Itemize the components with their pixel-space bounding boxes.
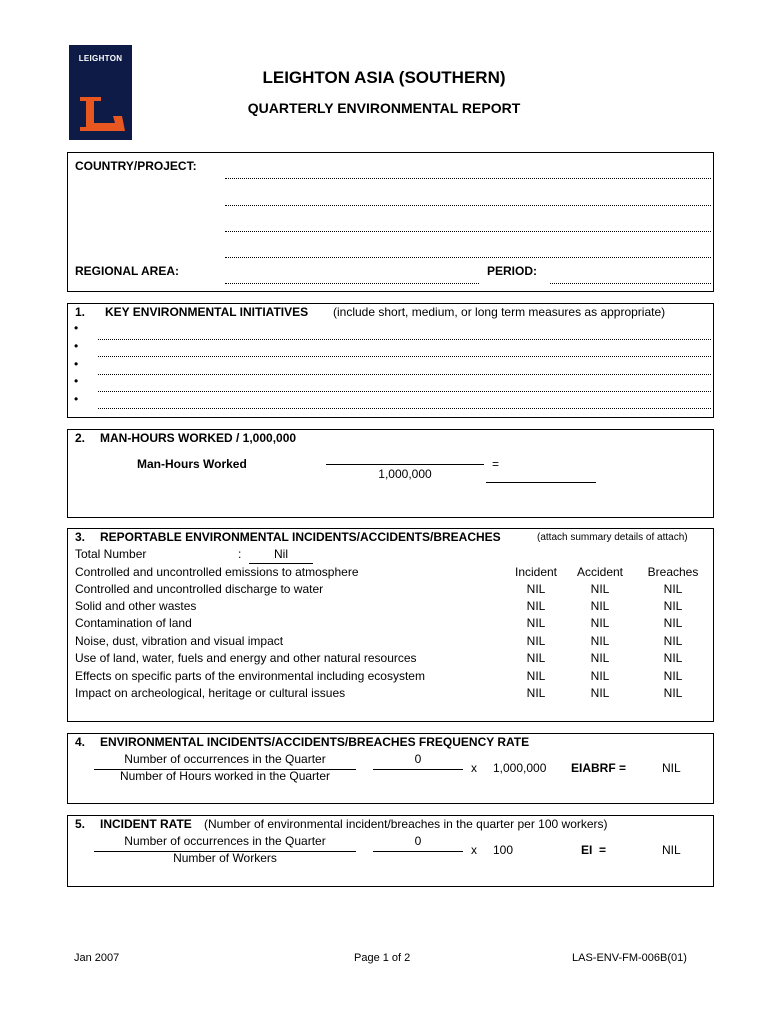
project-box xyxy=(67,152,714,292)
incident-cell[interactable]: NIL xyxy=(526,582,546,596)
incident-rate-denominator-label: Number of Workers xyxy=(173,851,277,865)
row-label: Effects on specific parts of the environmental including ecosystem xyxy=(75,669,425,683)
regional-area-label: REGIONAL AREA: xyxy=(75,264,180,278)
footer-page-number: Page 1 of 2 xyxy=(354,952,411,964)
bullet-3: • xyxy=(74,357,79,371)
column-header-breaches: Breaches xyxy=(647,565,699,579)
ei-result[interactable]: NIL xyxy=(662,843,681,857)
accident-cell[interactable]: NIL xyxy=(590,686,610,700)
country-project-field-line-4[interactable] xyxy=(225,257,711,258)
footer-date: Jan 2007 xyxy=(74,952,120,964)
section-5-title: INCIDENT RATE xyxy=(100,817,192,831)
section-3-note: (attach summary details of attach) xyxy=(537,532,688,543)
incident-rate-multiplier: 100 xyxy=(493,843,514,857)
breaches-cell[interactable]: NIL xyxy=(663,634,683,648)
section-3-title: REPORTABLE ENVIRONMENTAL INCIDENTS/ACCIDENTS/BREACHES xyxy=(100,530,501,544)
accident-cell[interactable]: NIL xyxy=(590,669,610,683)
row-label: Impact on archeological, heritage or cultural issues xyxy=(75,686,346,700)
section-5-note: (Number of environmental incident/breaches in the quarter per 100 workers) xyxy=(204,817,608,831)
eiabrf-label: EIABRF = xyxy=(571,761,627,775)
country-project-field-line-1[interactable] xyxy=(225,178,711,179)
section-3-box xyxy=(67,528,714,722)
incident-rate-value[interactable]: 0 xyxy=(414,834,422,848)
section-4-title: ENVIRONMENTAL INCIDENTS/ACCIDENTS/BREACHES FREQUENCY RATE xyxy=(100,735,530,749)
breaches-cell[interactable]: NIL xyxy=(663,599,683,613)
row-label: Controlled and uncontrolled emissions to atmosphere xyxy=(75,565,359,579)
accident-cell[interactable]: NIL xyxy=(590,634,610,648)
total-number-colon: : xyxy=(238,547,242,561)
section-1-number: 1. xyxy=(75,305,86,319)
incident-rate-value-line xyxy=(373,851,463,852)
man-hours-equals: = xyxy=(492,457,500,471)
period-label: PERIOD: xyxy=(487,264,538,278)
incident-cell[interactable]: NIL xyxy=(526,651,546,665)
frequency-multiplier: 1,000,000 xyxy=(493,761,547,775)
logo-text: LEIGHTON xyxy=(78,54,123,63)
frequency-numerator-label: Number of occurrences in the Quarter xyxy=(124,752,326,766)
incident-cell[interactable]: NIL xyxy=(526,599,546,613)
section-2-number: 2. xyxy=(75,431,86,445)
man-hours-result-field[interactable] xyxy=(486,482,596,483)
row-label: Controlled and uncontrolled discharge to water xyxy=(75,582,324,596)
breaches-cell[interactable]: NIL xyxy=(663,651,683,665)
total-number-label: Total Number xyxy=(75,547,147,561)
country-project-field-line-2[interactable] xyxy=(225,205,711,206)
frequency-denominator-label: Number of Hours worked in the Quarter xyxy=(119,769,331,783)
man-hours-field[interactable] xyxy=(326,464,484,465)
bullet-4: • xyxy=(74,374,79,388)
initiative-line-2[interactable] xyxy=(98,356,711,357)
incident-cell[interactable]: NIL xyxy=(526,616,546,630)
country-project-label: COUNTRY/PROJECT: xyxy=(75,159,197,173)
section-2-box xyxy=(67,429,714,518)
eiabrf-result[interactable]: NIL xyxy=(662,761,681,775)
initiative-line-5[interactable] xyxy=(98,408,711,409)
period-field[interactable] xyxy=(550,283,711,284)
frequency-value[interactable]: 0 xyxy=(414,752,422,766)
man-hours-denominator: 1,000,000 xyxy=(378,467,432,481)
total-number-value[interactable]: Nil xyxy=(274,547,288,561)
section-1-note: (include short, medium, or long term measures as appropriate) xyxy=(333,305,666,319)
section-4-number: 4. xyxy=(75,735,86,749)
column-header-incident: Incident xyxy=(514,565,558,579)
section-2-title: MAN-HOURS WORKED / 1,000,000 xyxy=(100,431,297,445)
initiative-line-4[interactable] xyxy=(98,391,711,392)
frequency-value-line xyxy=(373,769,463,770)
row-label: Contamination of land xyxy=(75,616,192,630)
initiative-line-1[interactable] xyxy=(98,339,711,340)
footer-doc-code: LAS-ENV-FM-006B(01) xyxy=(572,952,687,964)
ei-label: EI = xyxy=(581,843,607,857)
incident-cell[interactable]: NIL xyxy=(526,634,546,648)
bullet-5: • xyxy=(74,392,79,406)
section-1-title: KEY ENVIRONMENTAL INITIATIVES xyxy=(105,305,309,319)
incident-rate-times: x xyxy=(471,843,477,857)
column-header-accident: Accident xyxy=(576,565,624,579)
initiative-line-3[interactable] xyxy=(98,374,711,375)
row-label: Solid and other wastes xyxy=(75,599,197,613)
section-3-number: 3. xyxy=(75,530,86,544)
section-4-box xyxy=(67,733,714,804)
bullet-2: • xyxy=(74,339,79,353)
company-title: LEIGHTON ASIA (SOUTHERN) xyxy=(262,68,506,87)
section-5-box xyxy=(67,815,714,887)
incident-rate-numerator-label: Number of occurrences in the Quarter xyxy=(124,834,326,848)
accident-cell[interactable]: NIL xyxy=(590,582,610,596)
section-1-box xyxy=(67,303,714,418)
breaches-cell[interactable]: NIL xyxy=(663,616,683,630)
breaches-cell[interactable]: NIL xyxy=(663,582,683,596)
frequency-times: x xyxy=(471,761,477,775)
man-hours-label: Man-Hours Worked xyxy=(137,457,247,471)
incident-cell[interactable]: NIL xyxy=(526,686,546,700)
accident-cell[interactable]: NIL xyxy=(590,599,610,613)
accident-cell[interactable]: NIL xyxy=(590,651,610,665)
company-logo xyxy=(69,45,132,140)
row-label: Noise, dust, vibration and visual impact xyxy=(75,634,284,648)
country-project-field-line-3[interactable] xyxy=(225,231,711,232)
row-label: Use of land, water, fuels and energy and other natural resources xyxy=(75,651,417,665)
regional-area-field[interactable] xyxy=(225,283,479,284)
accident-cell[interactable]: NIL xyxy=(590,616,610,630)
breaches-cell[interactable]: NIL xyxy=(663,669,683,683)
report-title: QUARTERLY ENVIRONMENTAL REPORT xyxy=(247,100,521,116)
section-5-number: 5. xyxy=(75,817,86,831)
total-number-underline xyxy=(249,563,313,564)
breaches-cell[interactable]: NIL xyxy=(663,686,683,700)
incident-cell[interactable]: NIL xyxy=(526,669,546,683)
bullet-1: • xyxy=(74,321,79,335)
